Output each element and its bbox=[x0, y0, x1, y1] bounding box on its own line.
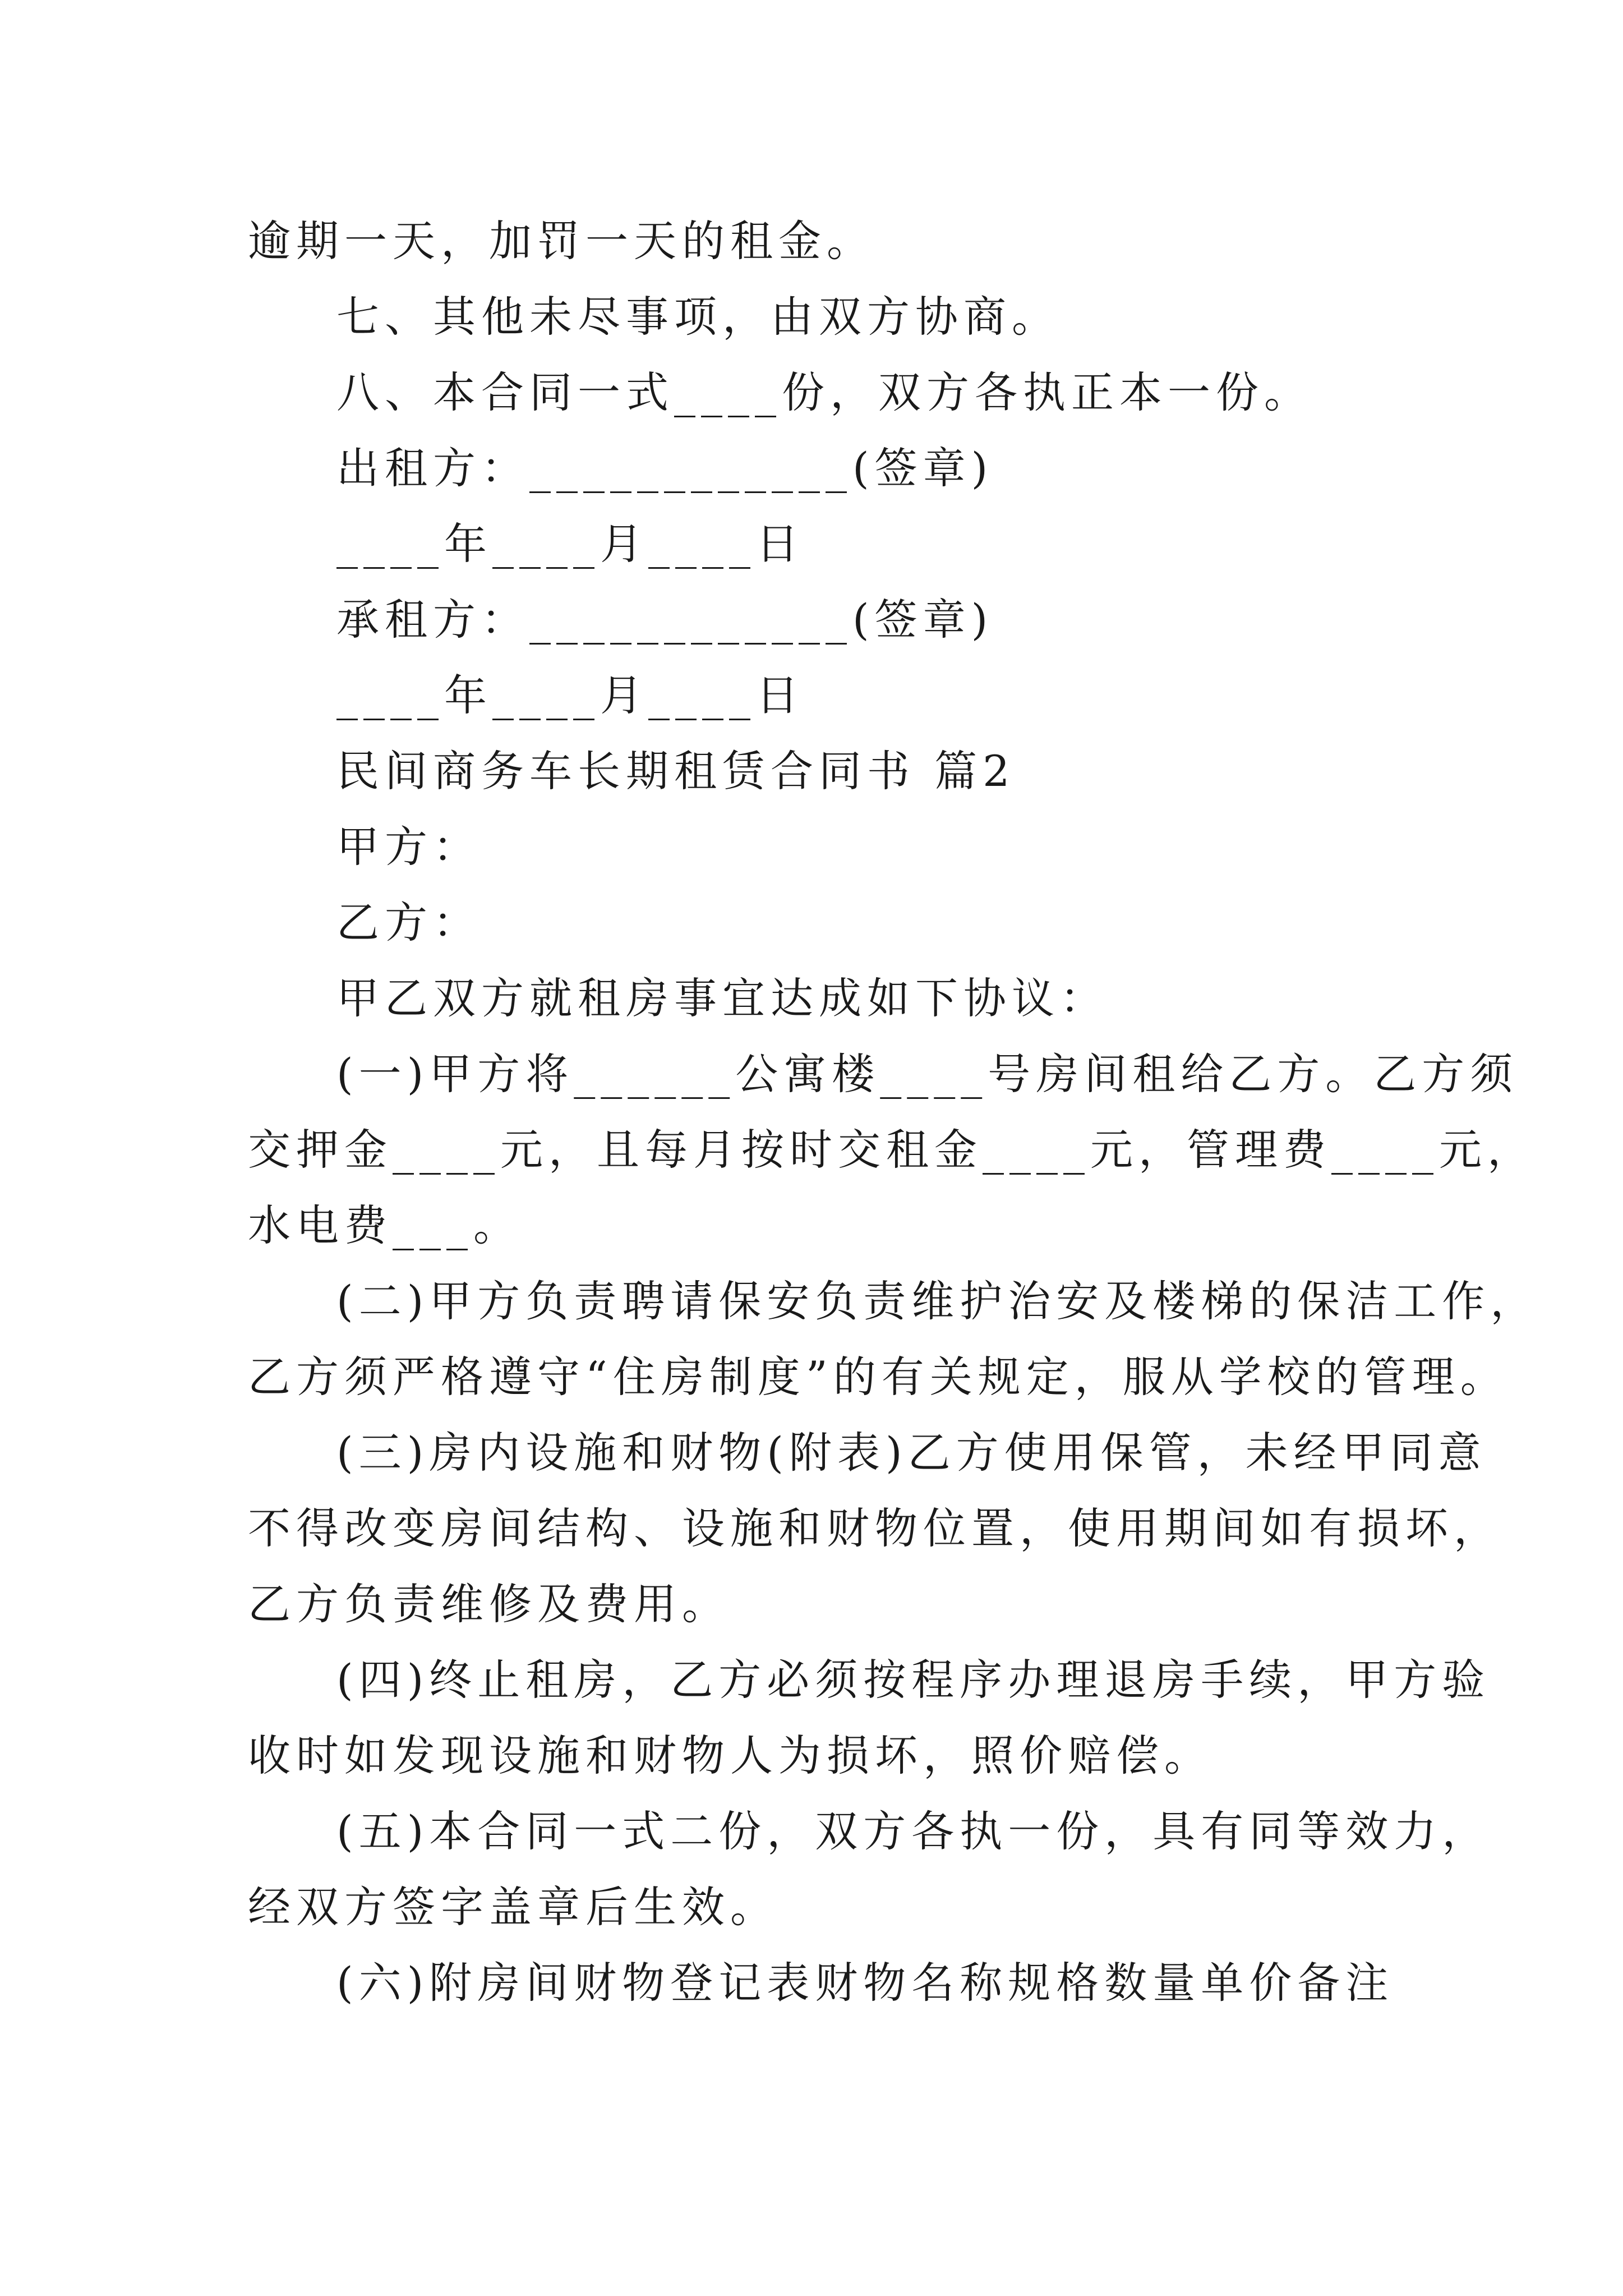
section-heading: 民间商务车长期租赁合同书 篇2 bbox=[336, 746, 1016, 796]
text-line: 乙方： bbox=[336, 898, 481, 947]
text-line: 八、本合同一式____份，双方各执正本一份。 bbox=[336, 367, 1312, 417]
text-line: ____年____月____日 bbox=[336, 670, 804, 720]
text-line: (一)甲方将______公寓楼____号房间租给乙方。乙方须 bbox=[336, 1049, 1519, 1099]
text-line: (四)终止租房，乙方必须按程序办理退房手续，甲方验 bbox=[336, 1655, 1491, 1705]
text-line: 逾期一天，加罚一天的租金。 bbox=[248, 216, 875, 266]
text-line: (五)本合同一式二份，双方各执一份，具有同等效力， bbox=[336, 1806, 1491, 1856]
text-line: (六)附房间财物登记表财物名称规格数量单价备注 bbox=[336, 1958, 1394, 2008]
text-line: 承租方：____________(签章) bbox=[336, 595, 994, 645]
text-line: 出租方：____________(签章) bbox=[336, 443, 994, 493]
text-line: 水电费___。 bbox=[248, 1200, 522, 1250]
text-line: 收时如发现设施和财物人为损坏，照价赔偿。 bbox=[248, 1731, 1212, 1780]
text-line: 甲乙双方就租房事宜达成如下协议： bbox=[336, 973, 1108, 1023]
text-line: 交押金____元，且每月按时交租金____元，管理费____元， bbox=[248, 1125, 1536, 1175]
text-line: 乙方负责维修及费用。 bbox=[248, 1579, 730, 1629]
text-line: (三)房内设施和财物(附表)乙方使用保管，未经甲同意 bbox=[336, 1428, 1487, 1478]
text-line: ____年____月____日 bbox=[336, 519, 804, 569]
text-line: (二)甲方负责聘请保安负责维护治安及楼梯的保洁工作， bbox=[336, 1276, 1539, 1326]
text-line: 乙方须严格遵守“住房制度”的有关规定，服从学校的管理。 bbox=[248, 1352, 1509, 1402]
text-line: 不得改变房间结构、设施和财物位置，使用期间如有损坏， bbox=[248, 1503, 1502, 1553]
text-line: 七、其他未尽事项，由双方协商。 bbox=[336, 292, 1060, 342]
text-line: 甲方： bbox=[336, 822, 481, 872]
text-line: 经双方签字盖章后生效。 bbox=[248, 1882, 778, 1932]
